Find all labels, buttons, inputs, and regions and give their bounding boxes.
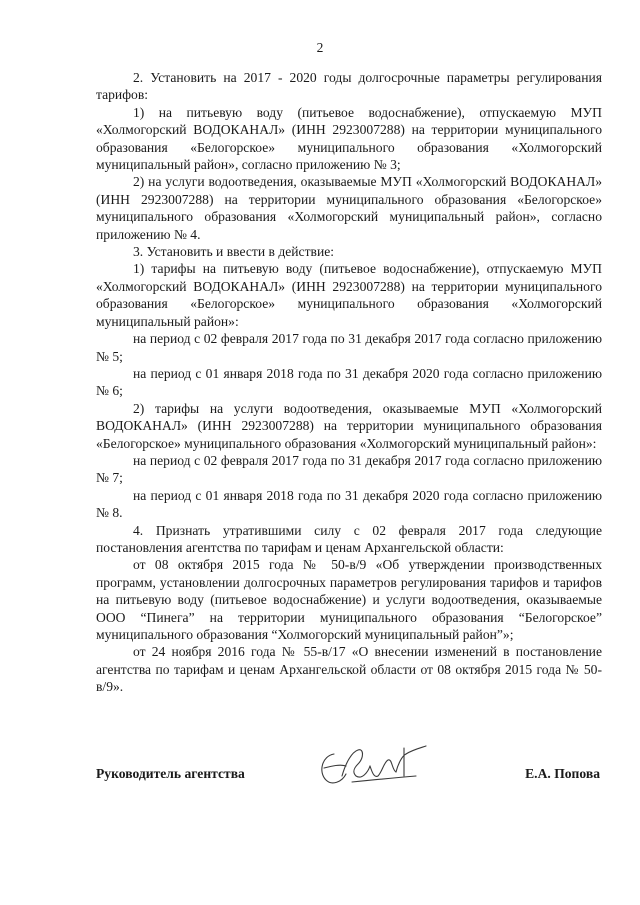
signatory-name: Е.А. Попова: [525, 766, 600, 781]
paragraph: на период с 02 февраля 2017 года по 31 декабря 2017 года согласно приложению № 7;: [96, 452, 602, 486]
paragraph: 3. Установить и ввести в действие:: [133, 244, 335, 260]
paragraph: на период с 02 февраля 2017 года по 31 декабря 2017 года согласно приложению № 5;: [96, 331, 602, 364]
handwritten-signature: [312, 742, 430, 792]
signatory-title: Руководитель агентства: [96, 766, 245, 781]
paragraph: на период с 01 января 2018 года по 31 декабря 2020 года согласно приложению № 6;: [96, 365, 602, 399]
paragraph: на период с 01 января 2018 года по 31 декабря 2020 года согласно приложению № 8.: [96, 487, 602, 521]
paragraph: 2. Установить на 2017 - 2020 годы долгосрочные параметры регулирования тарифов:: [96, 70, 602, 103]
paragraph: 1) на питьевую воду (питьевое водоснабжение), отпускаемую МУП «Холмогорский ВОДОКАНАЛ» (ИНН 2923007288) на территории муниципального образования «Белогорское» муниципального образования «Холмогорский муниципальный район», согласно приложению № 3;: [96, 104, 602, 173]
paragraph: 4. Признать утратившими силу с 02 февраля 2017 года следующие постановления агентства по тарифам и ценам Архангельской области:: [96, 522, 602, 555]
paragraph: от 08 октября 2015 года № 50-в/9 «Об утверждении производственных программ, установлении долгосрочных параметров регулирования тарифов и тарифов на питьевую воду (питьевое водоснабжение) и услуги водоотведения, оказываемые ООО “Пинега” на территории муниципального образования “Белогорское” муниципального образования “Холмогорский муниципальный район”»;: [96, 557, 602, 642]
document-body: [96, 69, 602, 696]
paragraph: 2) на услуги водоотведения, оказываемые МУП «Холмогорский ВОДОКАНАЛ» (ИНН 2923007288) на территории муниципального образования «Белогорское» муниципального образования «Холмогорский муниципальный район», согласно приложению № 4.: [96, 174, 602, 242]
page-number: 2: [316, 40, 324, 55]
paragraph: 2) тарифы на услуги водоотведения, оказываемые МУП «Холмогорский ВОДОКАНАЛ» (ИНН 2923007288) на территории муниципального образования «Белогорское» муниципального образования «Холмогорский муниципальный район»:: [96, 400, 602, 451]
paragraph: 1) тарифы на питьевую воду (питьевое водоснабжение), отпускаемую МУП «Холмогорский ВОДОКАНАЛ» (ИНН 2923007288) на территории муниципального образования «Белогорское» муниципального образования «Холмогорский муниципальный район»:: [96, 261, 602, 329]
paragraph: от 24 ноября 2016 года № 55-в/17 «О внесении изменений в постановление агентства по тарифам и ценам Архангельской области от 08 октября 2015 года № 50-в/9».: [96, 644, 602, 695]
